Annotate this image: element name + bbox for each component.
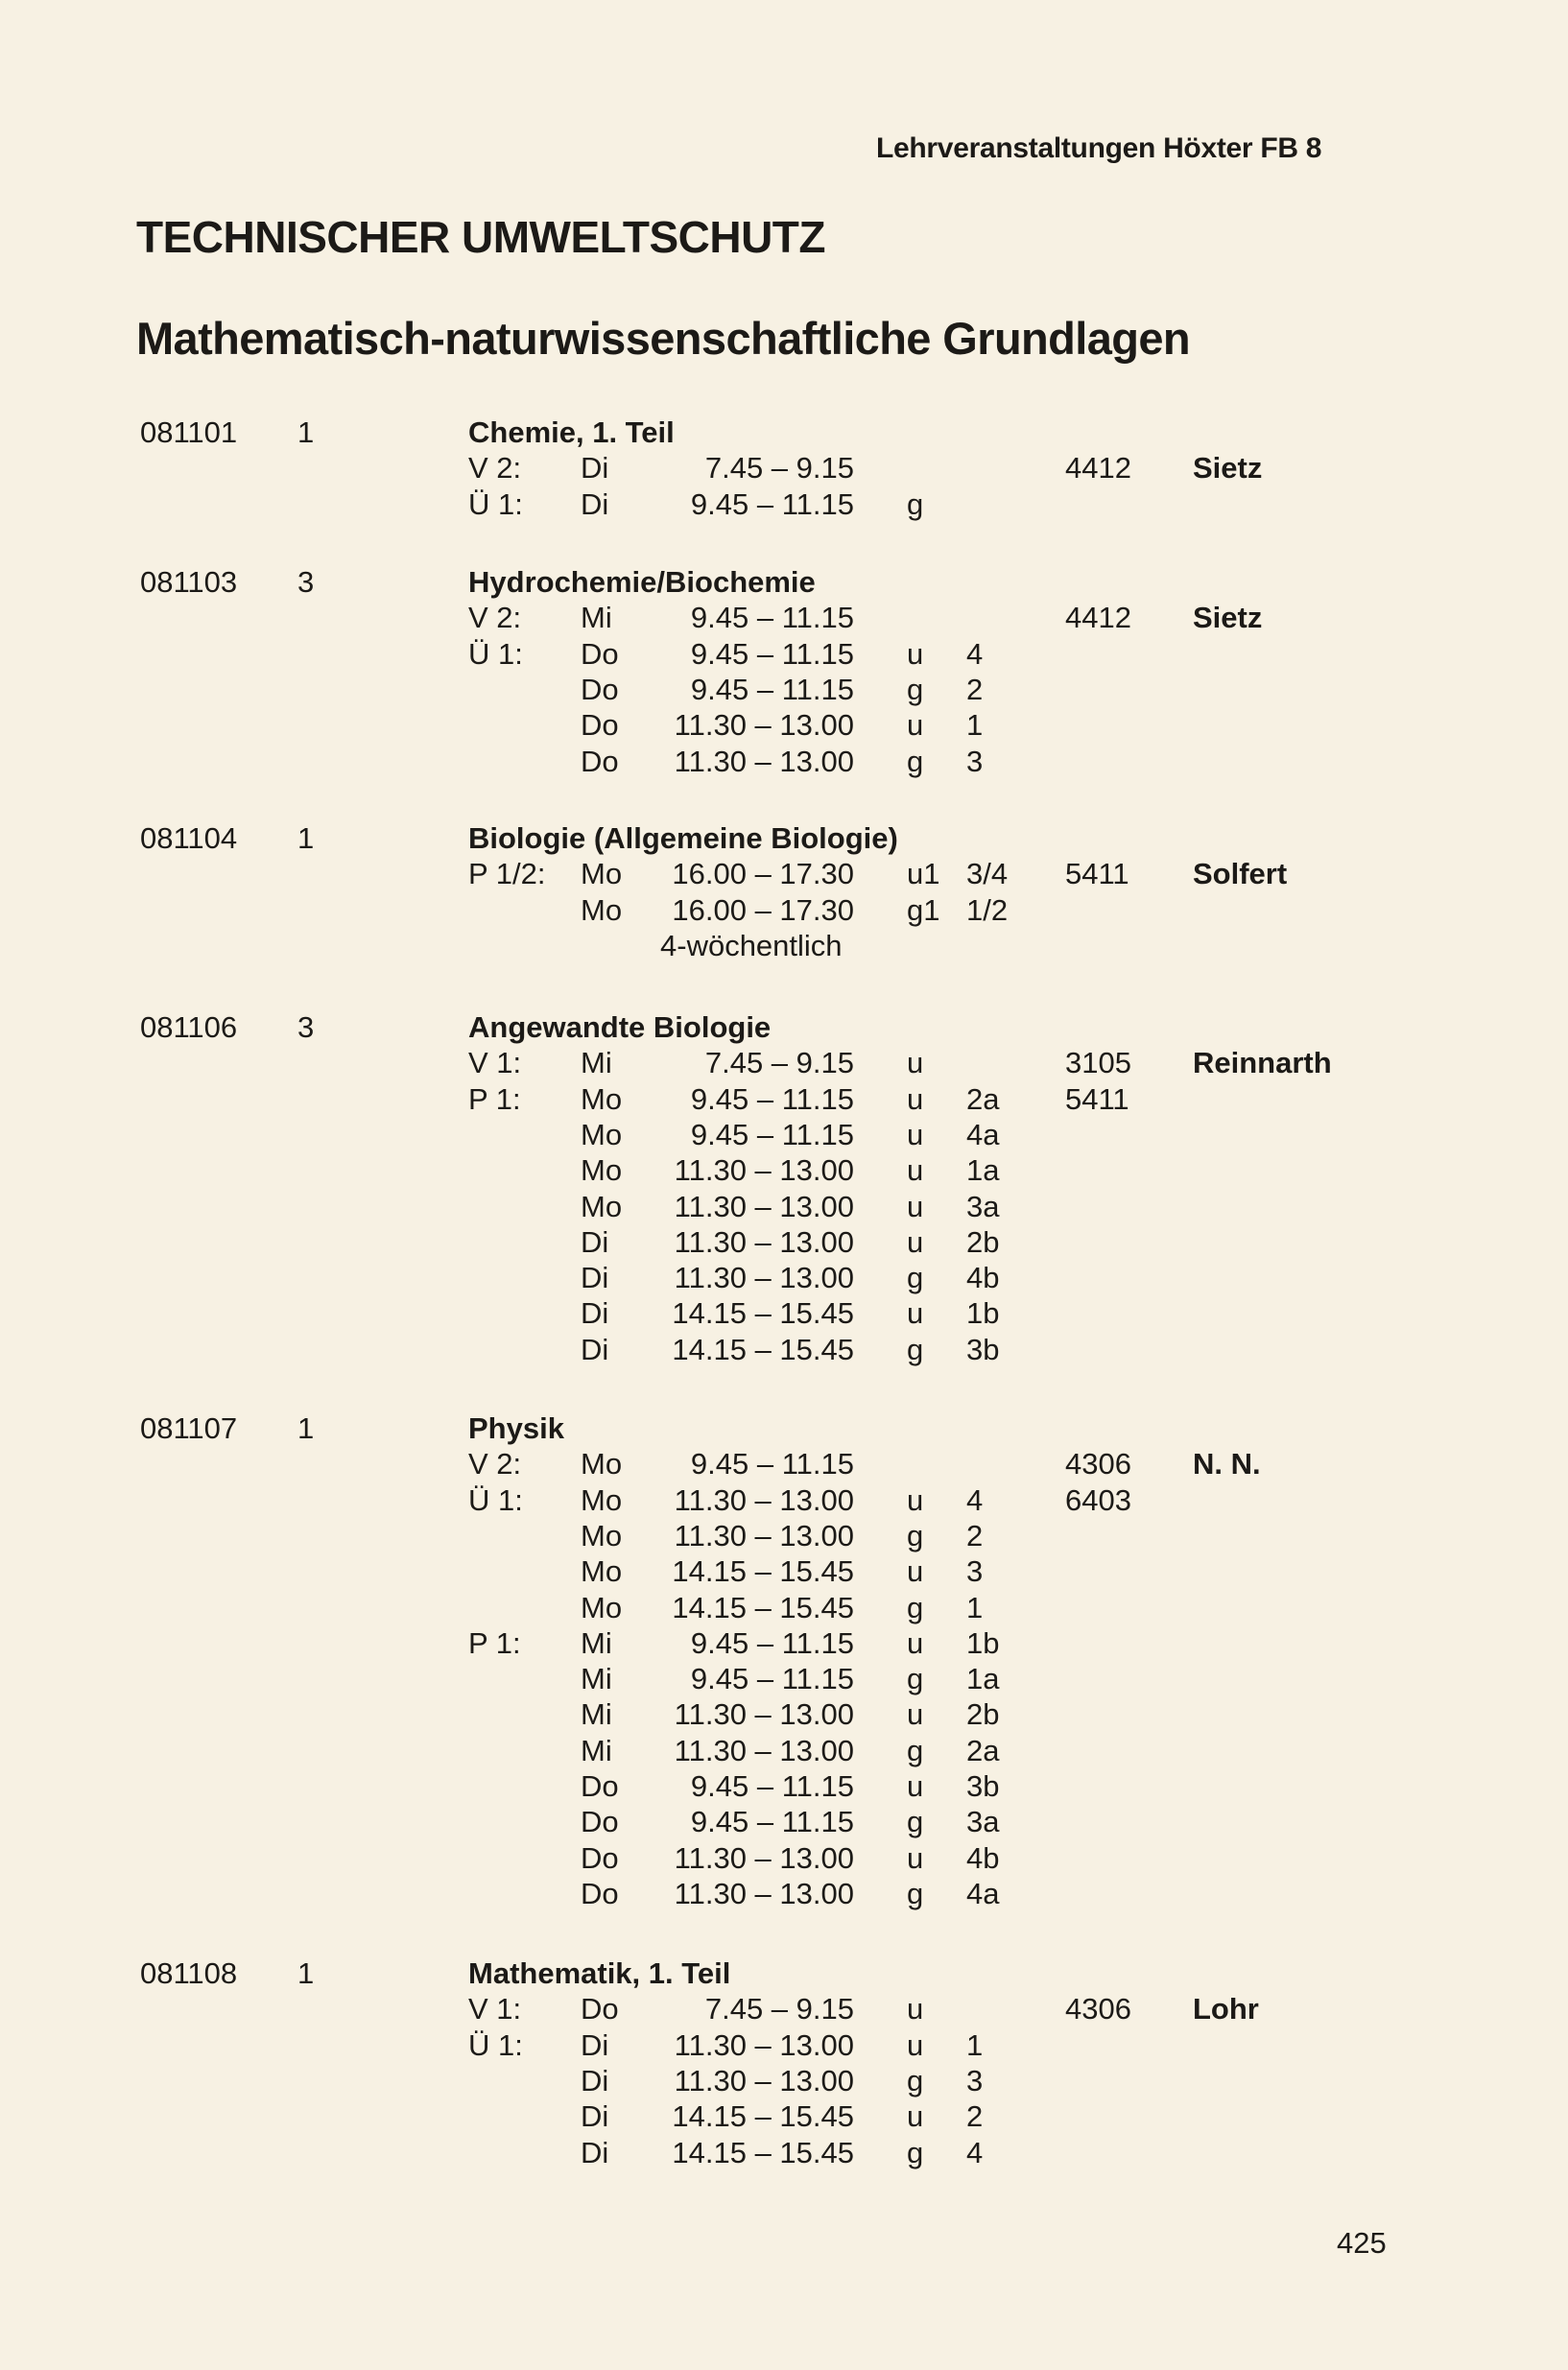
time-range: 11.30 – 13.00 xyxy=(674,708,854,742)
weekday: Di xyxy=(581,1333,609,1366)
course-number: 081108 xyxy=(140,1956,238,1990)
group-number: 3 xyxy=(966,745,984,778)
group-letter: u xyxy=(907,1296,924,1330)
course-semester: 1 xyxy=(297,415,315,449)
group-number: 1a xyxy=(966,1153,1000,1187)
weekday: Do xyxy=(581,1769,619,1803)
group-letter: g xyxy=(907,1519,924,1552)
time-range: 7.45 – 9.15 xyxy=(704,451,854,485)
weekday: Mo xyxy=(581,1082,623,1116)
group-letter: u xyxy=(907,1153,924,1187)
group-letter: u1 xyxy=(907,857,940,890)
section-title: TECHNISCHER UMWELTSCHUTZ xyxy=(136,212,825,262)
group-number: 2b xyxy=(966,1697,1000,1731)
schedule-row xyxy=(0,1260,1568,1295)
group-number: 2 xyxy=(966,2099,984,2133)
schedule-row xyxy=(0,1590,1568,1625)
schedule-row xyxy=(0,2098,1568,2134)
lecturer-name: N. N. xyxy=(1193,1447,1261,1481)
schedule-row xyxy=(0,1661,1568,1696)
schedule-row xyxy=(0,1117,1568,1152)
time-range: 9.45 – 11.15 xyxy=(690,1769,854,1803)
course-title: Chemie, 1. Teil xyxy=(468,415,675,449)
group-letter: g xyxy=(907,1877,924,1910)
group-letter: g xyxy=(907,2064,924,2097)
schedule-row xyxy=(0,600,1568,635)
group-number: 2b xyxy=(966,1225,1000,1259)
event-type: V 2: xyxy=(468,601,522,634)
group-letter: u xyxy=(907,1483,924,1517)
weekday: Di xyxy=(581,487,609,521)
time-range: 14.15 – 15.45 xyxy=(672,1296,854,1330)
weekday: Di xyxy=(581,2028,609,2062)
group-letter: u xyxy=(907,1626,924,1660)
group-letter: g xyxy=(907,1805,924,1838)
group-number: 1b xyxy=(966,1296,1000,1330)
room-number: 6403 xyxy=(1065,1483,1131,1517)
time-range: 11.30 – 13.00 xyxy=(674,1734,854,1767)
schedule-row xyxy=(0,1733,1568,1768)
group-letter: u xyxy=(907,1841,924,1875)
course-semester: 1 xyxy=(297,1956,315,1990)
weekday: Mo xyxy=(581,1483,623,1517)
group-letter: u xyxy=(907,708,924,742)
group-number: 1 xyxy=(966,1591,984,1624)
weekday: Do xyxy=(581,708,619,742)
group-number: 3b xyxy=(966,1333,1000,1366)
group-number: 3a xyxy=(966,1805,1000,1838)
group-number: 4b xyxy=(966,1841,1000,1875)
group-number: 4 xyxy=(966,637,984,671)
room-number: 5411 xyxy=(1065,1082,1129,1116)
time-range: 11.30 – 13.00 xyxy=(674,1225,854,1259)
time-range: 9.45 – 11.15 xyxy=(690,487,854,521)
course-title-row xyxy=(0,1009,1568,1045)
weekday: Di xyxy=(581,2136,609,2169)
room-number: 5411 xyxy=(1065,857,1129,890)
room-number: 4412 xyxy=(1065,601,1131,634)
course-semester: 3 xyxy=(297,1010,315,1044)
weekday: Mo xyxy=(581,857,623,890)
time-range: 9.45 – 11.15 xyxy=(690,601,854,634)
group-number: 3 xyxy=(966,2064,984,2097)
group-number: 1 xyxy=(966,2028,984,2062)
course-note-row xyxy=(0,928,1568,963)
event-type: P 1: xyxy=(468,1626,521,1660)
schedule-row xyxy=(0,1625,1568,1661)
group-letter: u xyxy=(907,1046,924,1079)
course-number: 081106 xyxy=(140,1010,238,1044)
course-title: Physik xyxy=(468,1411,564,1445)
course-title-row xyxy=(0,820,1568,856)
subsection-title: Mathematisch-naturwissenschaftliche Grundlagen xyxy=(136,313,1191,364)
weekday: Mi xyxy=(581,1626,612,1660)
schedule-row xyxy=(0,1295,1568,1331)
time-range: 9.45 – 11.15 xyxy=(690,673,854,706)
group-number: 3b xyxy=(966,1769,1000,1803)
course-title: Angewandte Biologie xyxy=(468,1010,772,1044)
group-letter: u xyxy=(907,1225,924,1259)
group-number: 2a xyxy=(966,1734,1000,1767)
group-number: 2a xyxy=(966,1082,1000,1116)
weekday: Mo xyxy=(581,1519,623,1552)
room-number: 3105 xyxy=(1065,1046,1131,1079)
schedule-row xyxy=(0,672,1568,707)
weekday: Mi xyxy=(581,1046,612,1079)
schedule-row xyxy=(0,744,1568,779)
weekday: Mo xyxy=(581,1591,623,1624)
weekday: Mi xyxy=(581,1734,612,1767)
time-range: 9.45 – 11.15 xyxy=(690,1662,854,1695)
weekday: Di xyxy=(581,1225,609,1259)
course-number: 081107 xyxy=(140,1411,238,1445)
course-title-row xyxy=(0,415,1568,450)
time-range: 9.45 – 11.15 xyxy=(690,1805,854,1838)
course-number: 081104 xyxy=(140,821,238,855)
course-semester: 3 xyxy=(297,565,315,599)
time-range: 11.30 – 13.00 xyxy=(674,1697,854,1731)
time-range: 14.15 – 15.45 xyxy=(672,1591,854,1624)
time-range: 14.15 – 15.45 xyxy=(672,1333,854,1366)
weekday: Di xyxy=(581,451,609,485)
schedule-row xyxy=(0,1696,1568,1732)
schedule-row xyxy=(0,1482,1568,1518)
schedule-row xyxy=(0,1224,1568,1260)
group-letter: u xyxy=(907,1992,924,2026)
course-semester: 1 xyxy=(297,821,315,855)
event-type: V 2: xyxy=(468,1447,522,1481)
group-letter: g xyxy=(907,1662,924,1695)
time-range: 9.45 – 11.15 xyxy=(690,637,854,671)
group-letter: g xyxy=(907,673,924,706)
weekday: Mo xyxy=(581,893,623,927)
weekday: Di xyxy=(581,2064,609,2097)
group-letter: u xyxy=(907,1697,924,1731)
schedule-row xyxy=(0,707,1568,743)
schedule-row xyxy=(0,892,1568,928)
group-number: 1/2 xyxy=(966,893,1009,927)
group-letter: g xyxy=(907,1261,924,1294)
weekday: Mo xyxy=(581,1554,623,1588)
schedule-row xyxy=(0,1152,1568,1188)
group-letter: g xyxy=(907,745,924,778)
lecturer-name: Solfert xyxy=(1193,857,1288,890)
time-range: 11.30 – 13.00 xyxy=(674,2028,854,2062)
event-type: V 2: xyxy=(468,451,522,485)
group-letter: g xyxy=(907,1333,924,1366)
course-number: 081103 xyxy=(140,565,238,599)
time-range: 11.30 – 13.00 xyxy=(674,1483,854,1517)
time-range: 7.45 – 9.15 xyxy=(704,1046,854,1079)
group-letter: g xyxy=(907,1734,924,1767)
group-letter: g1 xyxy=(907,893,940,927)
weekday: Do xyxy=(581,637,619,671)
room-number: 4306 xyxy=(1065,1447,1131,1481)
group-number: 3 xyxy=(966,1554,984,1588)
weekday: Di xyxy=(581,1261,609,1294)
time-range: 14.15 – 15.45 xyxy=(672,2099,854,2133)
time-range: 11.30 – 13.00 xyxy=(674,1190,854,1223)
group-letter: g xyxy=(907,1591,924,1624)
group-number: 4 xyxy=(966,2136,984,2169)
course-title: Biologie (Allgemeine Biologie) xyxy=(468,821,898,855)
event-type: Ü 1: xyxy=(468,637,523,671)
course-title-row xyxy=(0,564,1568,600)
weekday: Mi xyxy=(581,601,612,634)
course-title: Hydrochemie/Biochemie xyxy=(468,565,816,599)
time-range: 11.30 – 13.00 xyxy=(674,1153,854,1187)
group-letter: u xyxy=(907,637,924,671)
schedule-row xyxy=(0,450,1568,486)
running-head: Lehrveranstaltungen Höxter FB 8 xyxy=(876,132,1322,164)
time-range: 14.15 – 15.45 xyxy=(672,2136,854,2169)
group-letter: u xyxy=(907,1554,924,1588)
weekday: Mi xyxy=(581,1662,612,1695)
group-letter: u xyxy=(907,1118,924,1151)
group-number: 4 xyxy=(966,1483,984,1517)
weekday: Do xyxy=(581,673,619,706)
time-range: 11.30 – 13.00 xyxy=(674,2064,854,2097)
group-letter: g xyxy=(907,2136,924,2169)
group-number: 3a xyxy=(966,1190,1000,1223)
schedule-row xyxy=(0,856,1568,891)
group-number: 3/4 xyxy=(966,857,1009,890)
event-type: V 1: xyxy=(468,1992,522,2026)
schedule-row xyxy=(0,636,1568,672)
group-letter: u xyxy=(907,1190,924,1223)
group-number: 1a xyxy=(966,1662,1000,1695)
group-number: 4a xyxy=(966,1877,1000,1910)
event-type: Ü 1: xyxy=(468,487,523,521)
time-range: 16.00 – 17.30 xyxy=(672,857,854,890)
schedule-row xyxy=(0,1045,1568,1080)
schedule-row xyxy=(0,1446,1568,1481)
time-range: 11.30 – 13.00 xyxy=(674,1841,854,1875)
weekday: Mo xyxy=(581,1118,623,1151)
room-number: 4306 xyxy=(1065,1992,1131,2026)
time-range: 11.30 – 13.00 xyxy=(674,1261,854,1294)
weekday: Di xyxy=(581,1296,609,1330)
time-range: 16.00 – 17.30 xyxy=(672,893,854,927)
event-type: V 1: xyxy=(468,1046,522,1079)
weekday: Mi xyxy=(581,1697,612,1731)
time-range: 9.45 – 11.15 xyxy=(690,1447,854,1481)
time-range: 9.45 – 11.15 xyxy=(690,1082,854,1116)
group-number: 2 xyxy=(966,673,984,706)
group-letter: u xyxy=(907,2099,924,2133)
lecturer-name: Sietz xyxy=(1193,601,1263,634)
event-type: Ü 1: xyxy=(468,1483,523,1517)
schedule-row xyxy=(0,2063,1568,2098)
schedule-row xyxy=(0,1553,1568,1589)
weekday: Do xyxy=(581,745,619,778)
weekday: Do xyxy=(581,1805,619,1838)
time-range: 11.30 – 13.00 xyxy=(674,745,854,778)
time-range: 7.45 – 9.15 xyxy=(704,1992,854,2026)
schedule-row xyxy=(0,2027,1568,2063)
time-range: 9.45 – 11.15 xyxy=(690,1118,854,1151)
group-letter: u xyxy=(907,1769,924,1803)
group-number: 1b xyxy=(966,1626,1000,1660)
group-letter: g xyxy=(907,487,924,521)
time-range: 11.30 – 13.00 xyxy=(674,1519,854,1552)
weekday: Do xyxy=(581,1877,619,1910)
event-type: Ü 1: xyxy=(468,2028,523,2062)
group-letter: u xyxy=(907,2028,924,2062)
group-letter: u xyxy=(907,1082,924,1116)
group-number: 2 xyxy=(966,1519,984,1552)
schedule-row xyxy=(0,1991,1568,2026)
course-semester: 1 xyxy=(297,1411,315,1445)
course-title-row xyxy=(0,1410,1568,1446)
weekday: Do xyxy=(581,1992,619,2026)
course-title-row xyxy=(0,1955,1568,1991)
event-type: P 1: xyxy=(468,1082,521,1116)
schedule-row xyxy=(0,486,1568,522)
room-number: 4412 xyxy=(1065,451,1131,485)
time-range: 9.45 – 11.15 xyxy=(690,1626,854,1660)
weekday: Do xyxy=(581,1841,619,1875)
group-number: 4a xyxy=(966,1118,1000,1151)
group-number: 4b xyxy=(966,1261,1000,1294)
schedule-row xyxy=(0,1804,1568,1839)
page-number: 425 xyxy=(1337,2226,1387,2260)
course-title: Mathematik, 1. Teil xyxy=(468,1956,731,1990)
schedule-row xyxy=(0,1189,1568,1224)
course-note: 4-wöchentlich xyxy=(660,929,843,962)
lecturer-name: Sietz xyxy=(1193,451,1263,485)
schedule-row xyxy=(0,1081,1568,1117)
schedule-row xyxy=(0,1768,1568,1804)
lecturer-name: Lohr xyxy=(1193,1992,1259,2026)
lecturer-name: Reinnarth xyxy=(1193,1046,1332,1079)
schedule-row xyxy=(0,1876,1568,1911)
schedule-row xyxy=(0,2135,1568,2170)
group-number: 1 xyxy=(966,708,984,742)
weekday: Mo xyxy=(581,1153,623,1187)
time-range: 14.15 – 15.45 xyxy=(672,1554,854,1588)
schedule-row xyxy=(0,1840,1568,1876)
schedule-row xyxy=(0,1518,1568,1553)
weekday: Mo xyxy=(581,1190,623,1223)
course-number: 081101 xyxy=(140,415,238,449)
schedule-row xyxy=(0,1332,1568,1367)
weekday: Di xyxy=(581,2099,609,2133)
time-range: 11.30 – 13.00 xyxy=(674,1877,854,1910)
weekday: Mo xyxy=(581,1447,623,1481)
event-type: P 1/2: xyxy=(468,857,546,890)
